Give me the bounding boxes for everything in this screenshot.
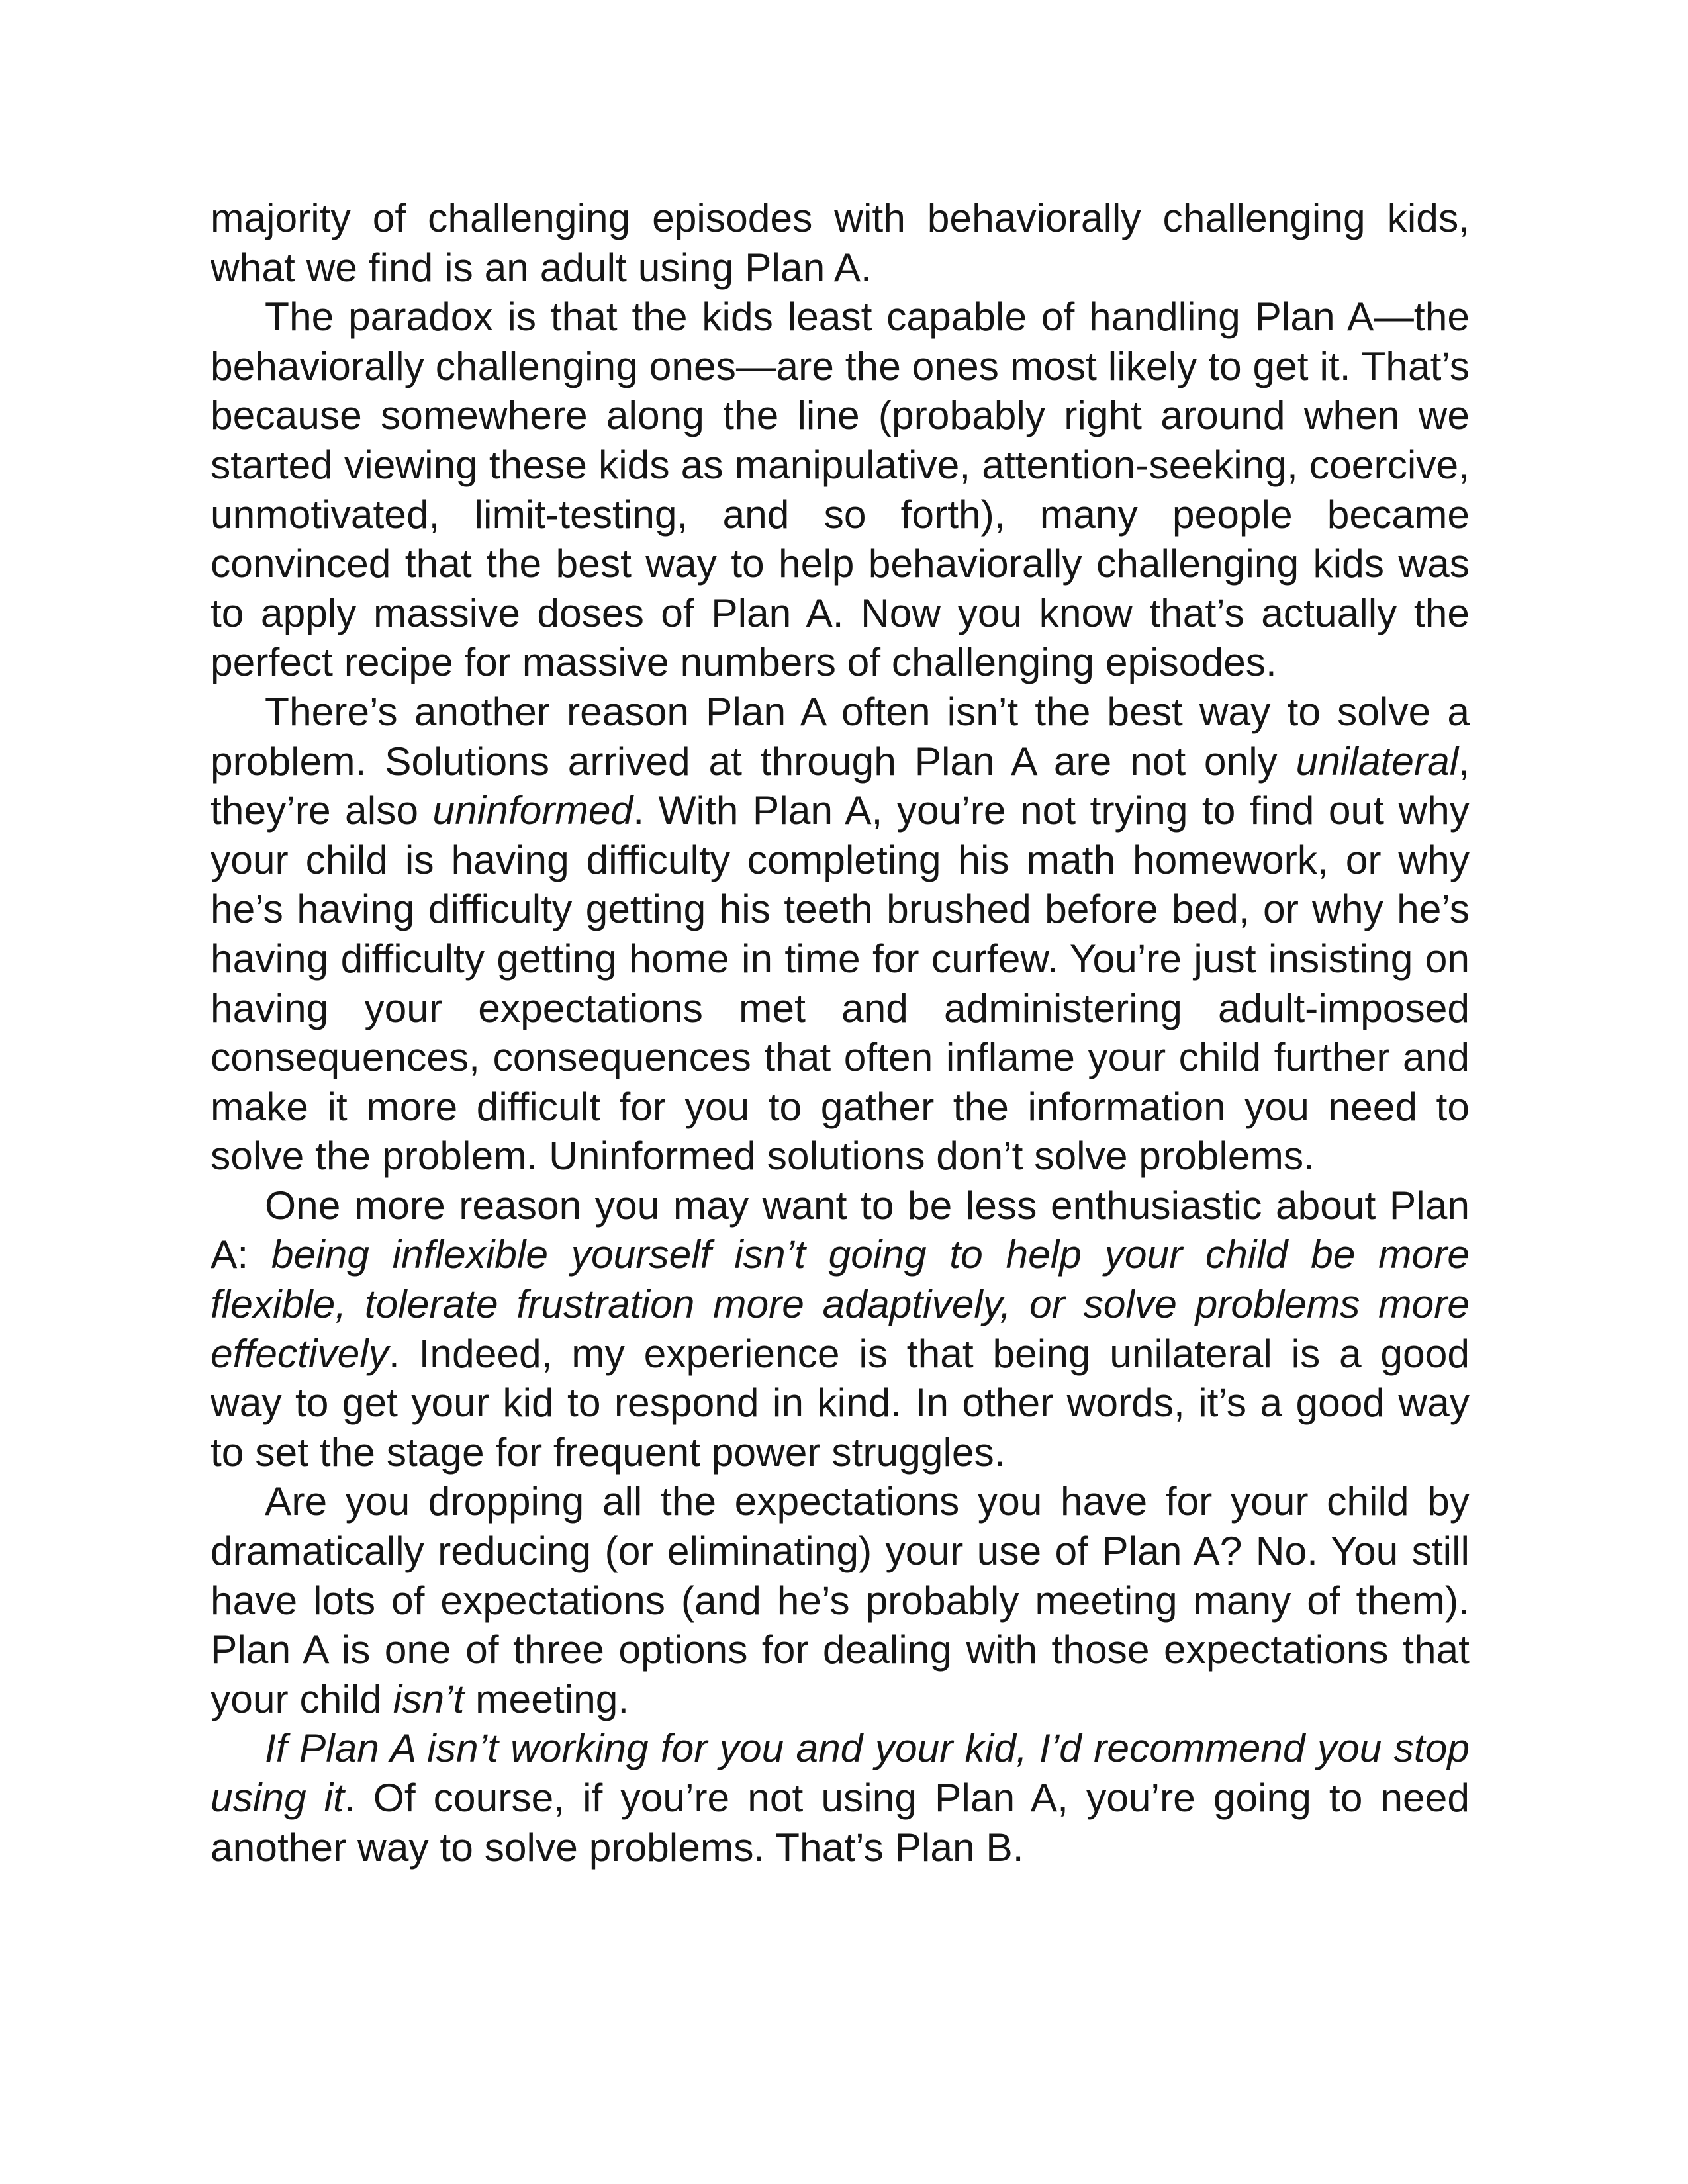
italic-isnt: isn’t <box>393 1676 465 1721</box>
italic-emphasis-inflexible: being inflexible yourself isn’t going to help your child be more flexible, tolerate frustration more adaptively, or solve problems more effectively <box>211 1232 1470 1376</box>
paragraph-1: majority of challenging episodes with behaviorally challenging kids, what we find is an adult using Plan A. <box>211 195 1470 290</box>
paragraph-6: If Plan A isn’t working for you and your kid, I’d recommend you stop using it. Of course, if you’re not using Plan A, you’re going to need another way to solve problems. That’s Plan B. <box>211 1725 1470 1870</box>
paragraph-3: There’s another reason Plan A often isn’t the best way to solve a problem. Solutions arrived at through Plan A are not only unilateral, they’re also uninformed. With Plan A, you’re not trying to find out why your child is having difficulty completing his math homework, or why he’s having difficulty getting his teeth brushed before bed, or why he’s having difficulty getting home in time for curfew. You’re just insisting on having your expectations met and administering adult-imposed consequences, consequences that often inflame your child further and make it more difficult for you to gather the information you need to solve the problem. Uninformed solutions don’t solve problems. <box>211 688 1470 1179</box>
body-text <box>211 193 1470 1872</box>
paragraph-2: The paradox is that the kids least capable of handling Plan A—the behaviorally challenging ones—are the ones most likely to get it. That’s because somewhere along the line (probably right around when we started viewing these kids as manipulative, attention-seeking, coercive, unmotivated, limit-testing, and so forth), many people became convinced that the best way to help behaviorally challenging kids was to apply massive doses of Plan A. Now you know that’s actually the perfect recipe for massive numbers of challenging episodes. <box>211 294 1470 685</box>
italic-unilateral: unilateral <box>1295 738 1459 784</box>
paragraph-5: Are you dropping all the expectations you have for your child by dramatically reducing (or eliminating) your use of Plan A? No. You still have lots of expectations (and he’s probably meeting many of them). Plan A is one of three options for dealing with those expectations that your child isn’t meeting. <box>211 1479 1470 1721</box>
italic-uninformed: uninformed <box>432 788 633 833</box>
paragraph-4: One more reason you may want to be less enthusiastic about Plan A: being inflexible yourself isn’t going to help your child be more flexible, tolerate frustration more adaptively, or solve problems more effectively. Indeed, my experience is that being unilateral is a good way to get your kid to respond in kind. In other words, it’s a good way to set the stage for frequent power struggles. <box>211 1182 1470 1475</box>
italic-recommendation: If Plan A isn’t working for you and your kid, I’d recommend you stop using it <box>211 1725 1470 1820</box>
